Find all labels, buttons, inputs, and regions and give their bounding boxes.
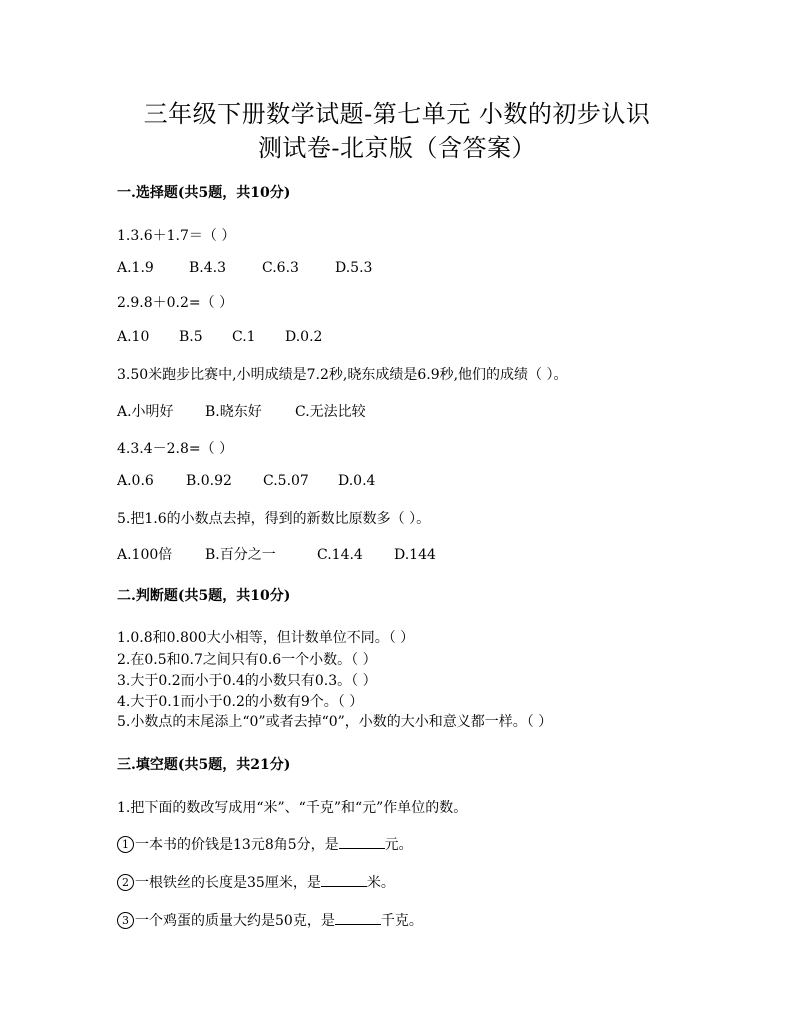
option-a: A.1.9 <box>117 260 154 276</box>
page-title-line2: 测试卷-北京版（含答案） <box>257 134 537 162</box>
option-d: D.5.3 <box>335 260 373 276</box>
option-a: A.小明好 <box>117 404 174 420</box>
question-1-options <box>117 260 372 276</box>
page-title-line1: 三年级下册数学试题-第七单元 小数的初步认识 <box>143 100 651 128</box>
section1-heading: 一.选择题(共5题，共10分) <box>117 185 291 201</box>
judge-item-4: 4.大于0.1而小于0.2的小数有9个。（ ） <box>117 694 364 710</box>
option-c: C.14.4 <box>317 547 363 563</box>
circled-number: 2 <box>117 874 134 891</box>
fill-intro: 1.把下面的数改写成用“米”、“千克”和“元”作单位的数。 <box>117 800 468 816</box>
fill-item-3: 3 一个鸡蛋的质量大约是50克，是 千克。 <box>117 910 423 930</box>
circled-number: 1 <box>117 836 134 853</box>
question-3-options <box>117 401 366 421</box>
question-1: 1.3.6＋1.7＝（ ） <box>117 228 236 244</box>
option-d: D.0.4 <box>338 473 376 489</box>
judge-item-2: 2.在0.5和0.7之间只有0.6一个小数。（ ） <box>117 652 377 668</box>
option-b: B.4.3 <box>189 260 227 276</box>
option-c: C.6.3 <box>262 260 299 276</box>
question-4-options <box>117 473 375 489</box>
judge-item-3: 3.大于0.2而小于0.4的小数只有0.3。（ ） <box>117 673 377 689</box>
option-c: C.5.07 <box>263 473 309 489</box>
judge-item-1: 1.0.8和0.800大小相等，但计数单位不同。（ ） <box>117 630 415 646</box>
option-c: C.无法比较 <box>295 404 366 420</box>
answer-blank[interactable] <box>321 872 367 887</box>
fill-item-1: 1 一本书的价钱是13元8角5分，是 元。 <box>117 834 413 854</box>
option-d: D.0.2 <box>285 329 323 345</box>
question-2: 2.9.8＋0.2=（ ） <box>117 295 234 311</box>
question-5-options <box>117 544 436 564</box>
question-4: 4.3.4－2.8=（ ） <box>117 441 234 457</box>
answer-blank[interactable] <box>335 910 381 925</box>
question-5: 5.把1.6的小数点去掉，得到的新数比原数多（ ）。 <box>117 511 431 527</box>
section3-heading: 三.填空题(共5题，共21分) <box>117 757 291 773</box>
option-a: A.10 <box>117 329 150 345</box>
option-a: A.100倍 <box>117 547 173 563</box>
question-3: 3.50米跑步比赛中,小明成绩是7.2秒,晓东成绩是6.9秒,他们的成绩（ ）。 <box>117 367 568 383</box>
circled-number: 3 <box>117 912 134 929</box>
option-a: A.0.6 <box>117 473 154 489</box>
option-d: D.144 <box>394 547 436 563</box>
option-b: B.百分之一 <box>205 547 276 563</box>
option-b: B.0.92 <box>186 473 232 489</box>
question-2-options <box>117 329 322 345</box>
option-b: B.晓东好 <box>205 404 262 420</box>
fill-item-2: 2 一根铁丝的长度是35厘米，是 米。 <box>117 872 395 892</box>
answer-blank[interactable] <box>339 834 385 849</box>
option-b: B.5 <box>179 329 203 345</box>
judge-item-5: 5.小数点的末尾添上“0”或者去掉“0”，小数的大小和意义都一样。（ ） <box>117 714 553 730</box>
option-c: C.1 <box>232 329 256 345</box>
section2-heading: 二.判断题(共5题，共10分) <box>117 588 291 604</box>
